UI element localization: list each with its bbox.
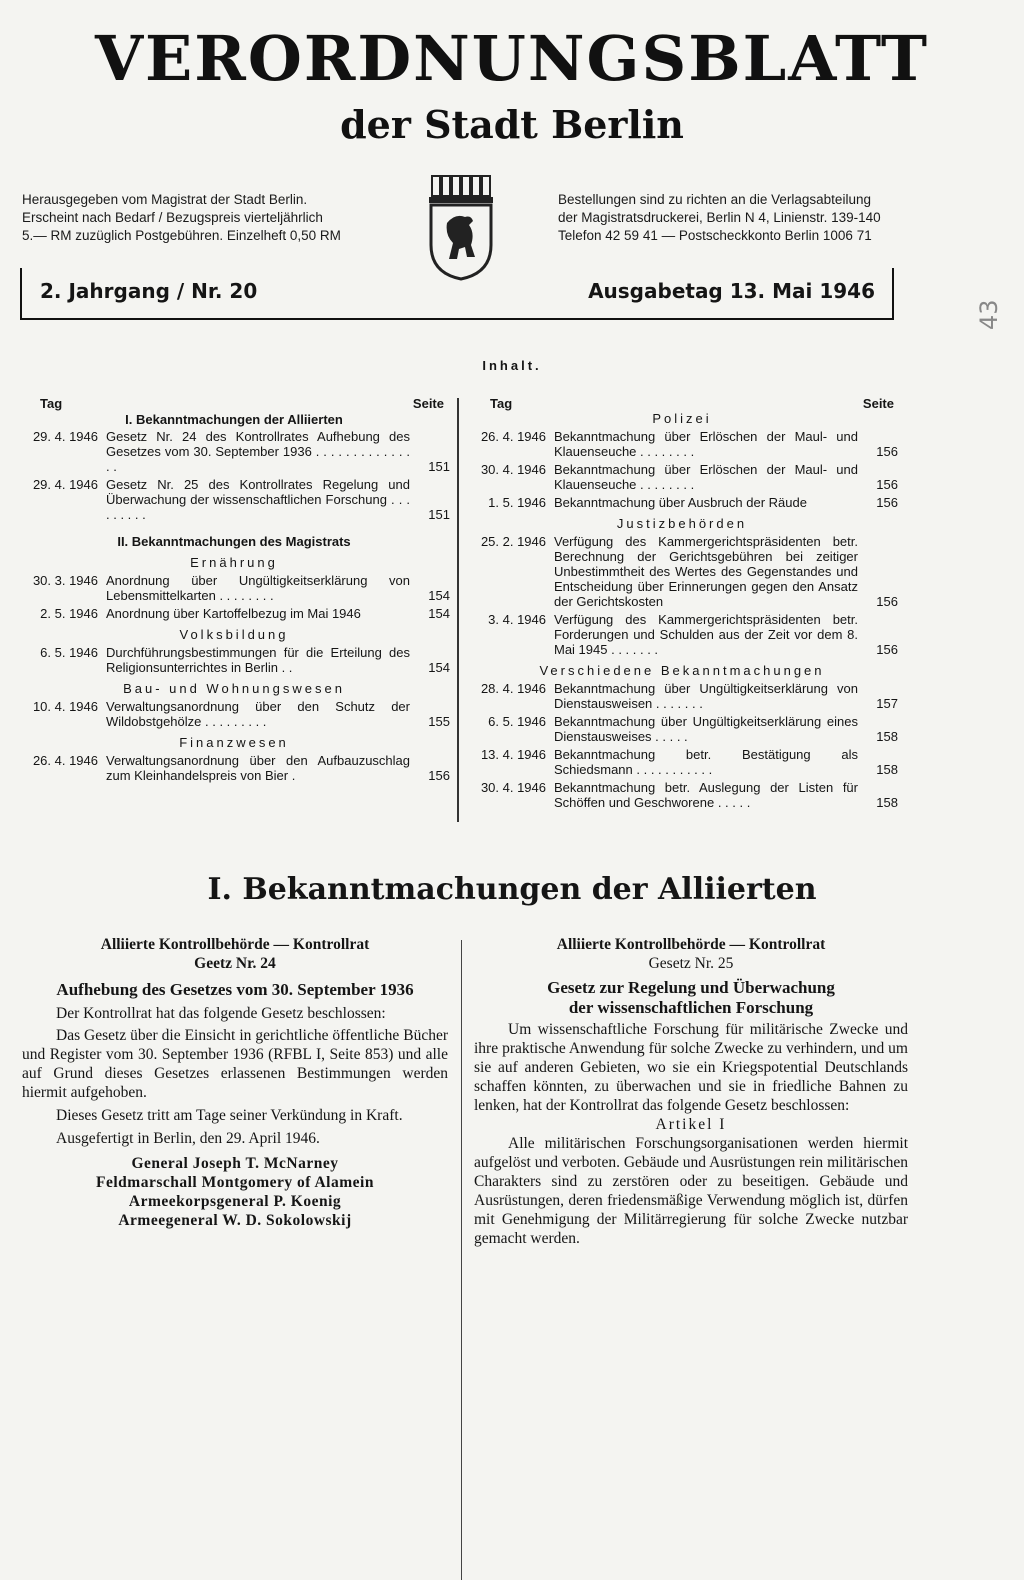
toc-entry-page: 151 bbox=[428, 507, 450, 522]
toc-entry-date: 26. 4. 1946 bbox=[480, 429, 546, 444]
toc-col-page: Seite bbox=[412, 396, 444, 411]
toc-col-page: Seite bbox=[862, 396, 894, 411]
toc-entry bbox=[18, 753, 450, 783]
toc-entry bbox=[466, 612, 898, 657]
signatory: Armeekorpsgeneral P. Koenig bbox=[128, 1193, 342, 1210]
toc-entry-date: 28. 4. 1946 bbox=[480, 681, 546, 696]
toc-title: Inhalt. bbox=[482, 358, 542, 373]
toc-entry-page: 158 bbox=[876, 729, 898, 744]
toc-column-header bbox=[466, 396, 898, 411]
toc-entry bbox=[466, 534, 898, 609]
toc-entry-page: 156 bbox=[428, 768, 450, 783]
toc-entry-page: 156 bbox=[876, 642, 898, 657]
law-article-text: Alle militärischen Forschungsorganisationen werden hiermit aufgelöst und verboten. Gebäude und Ausrüstungen rein militärischen Charakters sind zu zerstören oder zu beseitigen. Gebäude und Ausrüstungen, deren friedensmäßige Verwendung möglich ist, dürfen mit Genehmigung der Militärregierung für solche Zwecke nutzbar gemacht werden. bbox=[474, 1135, 908, 1247]
toc-entry bbox=[466, 495, 898, 510]
law-preamble: Um wissenschaftliche Forschung für militärische Zwecke und ihre praktische Anwendung für solche Zwecke zu verhindern, und um sie auf anderen Gebieten, wo sie ein Kriegspotential Deutschlands schaffen könnten, zu überwachen und sie in friedliche Bahnen zu lenken, hat der Kontrollrat das folgende Gesetz beschlossen: bbox=[474, 1021, 908, 1114]
toc-col-day: Tag bbox=[490, 396, 513, 411]
law-number: Gesetz Nr. 25 bbox=[648, 955, 734, 972]
toc-entry-date: 30. 4. 1946 bbox=[480, 780, 546, 795]
toc-subheading: Ernährung bbox=[190, 555, 278, 570]
toc-subheading: Justizbehörden bbox=[616, 516, 748, 531]
toc-entry bbox=[18, 477, 450, 522]
toc-entry-date: 25. 2. 1946 bbox=[480, 534, 546, 549]
toc-divider bbox=[457, 398, 459, 822]
order-line: Telefon 42 59 41 — Postscheckkonto Berlin 1006 71 bbox=[558, 228, 872, 243]
toc-entry-date: 30. 3. 1946 bbox=[32, 573, 98, 588]
toc-entry bbox=[466, 429, 898, 459]
toc-entry-date: 2. 5. 1946 bbox=[40, 606, 98, 621]
toc-entry-date: 6. 5. 1946 bbox=[40, 645, 98, 660]
toc-entry-text: Bekanntmachung über Erlöschen der Maul- und Klauenseuche . . . . . . . . bbox=[554, 462, 858, 492]
toc-right-column bbox=[466, 396, 898, 813]
toc-entry-page: 158 bbox=[876, 762, 898, 777]
toc-section-heading: I. Bekanntmachungen der Alliierten bbox=[125, 412, 343, 427]
toc-entry-text: Bekanntmachung über Erlöschen der Maul- und Klauenseuche . . . . . . . . bbox=[554, 429, 858, 459]
toc-subheading: Bau- und Wohnungswesen bbox=[123, 681, 345, 696]
toc-entry-date: 26. 4. 1946 bbox=[32, 753, 98, 768]
law-title: Gesetz zur Regelung und Überwachung bbox=[547, 978, 835, 997]
toc-entry-date: 30. 4. 1946 bbox=[480, 462, 546, 477]
toc-entry-text: Verwaltungsanordnung über den Aufbauzuschlag zum Kleinhandelspreis von Bier . bbox=[106, 753, 410, 783]
order-line: Bestellungen sind zu richten an die Verlagsabteilung bbox=[558, 192, 871, 207]
order-line: der Magistratsdruckerei, Berlin N 4, Linienstr. 139-140 bbox=[558, 210, 881, 225]
toc-entry-page: 155 bbox=[428, 714, 450, 729]
law-signed-place-date: Ausgefertigt in Berlin, den 29. April 1946. bbox=[56, 1130, 320, 1147]
toc-entry bbox=[18, 699, 450, 729]
toc-entry-text: Anordnung über Kartoffelbezug im Mai 1946 bbox=[106, 606, 361, 621]
order-info bbox=[558, 191, 958, 245]
signatory: Armeegeneral W. D. Sokolowskij bbox=[118, 1212, 352, 1229]
toc-entry-text: Verwaltungsanordnung über den Schutz der Wildobstgehölze . . . . . . . . . bbox=[106, 699, 410, 729]
law-25 bbox=[474, 935, 908, 1248]
law-paragraph: Dieses Gesetz tritt am Tage seiner Verkündung in Kraft. bbox=[56, 1107, 403, 1124]
toc-entry-text: Gesetz Nr. 24 des Kontrollrates Aufhebung des Gesetzes vom 30. September 1936 . . . . . . . . . . . . . . . bbox=[106, 429, 410, 474]
law-24 bbox=[22, 935, 448, 1230]
margin-handwriting: 43 bbox=[975, 299, 1003, 330]
toc-entry-page: 156 bbox=[876, 495, 898, 510]
law-number: Geetz Nr. 24 bbox=[194, 955, 276, 972]
toc-entry bbox=[18, 429, 450, 474]
toc-entry bbox=[466, 462, 898, 492]
toc-entry bbox=[466, 780, 898, 810]
law-authority: Alliierte Kontrollbehörde — Kontrollrat bbox=[556, 936, 826, 953]
column-divider bbox=[461, 940, 462, 1580]
law-paragraph: Das Gesetz über die Einsicht in gerichtliche öffentliche Bücher und Register vom 30. September 1936 (RFBL I, Seite 853) und alle auf Grund dieses Gesetzes erlassenen Bestimmungen werden hiermit aufgehoben. bbox=[22, 1027, 448, 1101]
toc-entry-text: Bekanntmachung betr. Auslegung der Listen für Schöffen und Geschworene . . . . . bbox=[554, 780, 858, 810]
issue-date: Ausgabetag 13. Mai 1946 bbox=[588, 279, 875, 303]
toc-entry bbox=[18, 573, 450, 603]
toc-entry-text: Verfügung des Kammergerichtspräsidenten betr. Forderungen und Schulden aus der Zeit vor dem 8. Mai 1945 . . . . . . . bbox=[554, 612, 858, 657]
signatory: General Joseph T. McNarney bbox=[131, 1155, 339, 1172]
toc-entry bbox=[18, 606, 450, 621]
toc-entry-date: 29. 4. 1946 bbox=[32, 429, 98, 444]
toc-entry-text: Bekanntmachung über Ungültigkeitserklärung eines Dienstausweises . . . . . bbox=[554, 714, 858, 744]
toc-entry-page: 154 bbox=[428, 588, 450, 603]
law-intro: Der Kontrollrat hat das folgende Gesetz beschlossen: bbox=[56, 1005, 386, 1022]
toc-entry-page: 154 bbox=[428, 606, 450, 621]
toc-entry bbox=[18, 645, 450, 675]
toc-entry-page: 156 bbox=[876, 477, 898, 492]
toc-entry-text: Bekanntmachung über Ausbruch der Räude bbox=[554, 495, 807, 510]
toc-entry bbox=[466, 747, 898, 777]
toc-entry bbox=[466, 714, 898, 744]
signatory: Feldmarschall Montgomery of Alamein bbox=[96, 1174, 374, 1191]
toc-subheading: Verschiedene Bekanntmachungen bbox=[539, 663, 825, 678]
section-heading: I. Bekanntmachungen der Alliierten bbox=[207, 872, 817, 907]
law-title: der wissenschaftlichen Forschung bbox=[568, 998, 814, 1017]
toc-subheading: Finanzwesen bbox=[179, 735, 289, 750]
toc-entry-page: 158 bbox=[876, 795, 898, 810]
toc-entry-text: Bekanntmachung über Ungültigkeitserklärung von Dienstausweisen . . . . . . . bbox=[554, 681, 858, 711]
toc-entry-page: 154 bbox=[428, 660, 450, 675]
toc-entry-text: Anordnung über Ungültigkeitserklärung von Lebensmittelkarten . . . . . . . . bbox=[106, 573, 410, 603]
publisher-info bbox=[22, 191, 402, 245]
toc-entry-text: Bekanntmachung betr. Bestätigung als Schiedsmann . . . . . . . . . . . bbox=[554, 747, 858, 777]
toc-entry-page: 156 bbox=[876, 594, 898, 609]
toc-subheading: Volksbildung bbox=[179, 627, 289, 642]
toc-entry-page: 151 bbox=[428, 459, 450, 474]
toc-subheading: Polizei bbox=[652, 411, 712, 426]
toc-col-day: Tag bbox=[40, 396, 63, 411]
toc-column-header bbox=[18, 396, 450, 411]
toc-entry-date: 13. 4. 1946 bbox=[480, 747, 546, 762]
law-authority: Alliierte Kontrollbehörde — Kontrollrat bbox=[100, 936, 370, 953]
law-article-heading: Artikel I bbox=[655, 1116, 727, 1133]
masthead-subtitle: der Stadt Berlin bbox=[340, 102, 684, 147]
publisher-line: Erscheint nach Bedarf / Bezugspreis vierteljährlich bbox=[22, 210, 323, 225]
toc-entry-date: 1. 5. 1946 bbox=[488, 495, 546, 510]
law-title: Aufhebung des Gesetzes vom 30. September 1936 bbox=[56, 980, 414, 999]
toc-entry-text: Verfügung des Kammergerichtspräsidenten betr. Berechnung der Gerichtsgebühren bei zeitiger Unbestimmtheit des Wertes des Gegenstandes und Entscheidung über Erinnerungen gegen den Ansatz der Gerichtskosten bbox=[554, 534, 858, 609]
masthead-title: VERORDNUNGSBLATT bbox=[94, 22, 930, 95]
issue-number: 2. Jahrgang / Nr. 20 bbox=[40, 279, 258, 303]
publisher-line: Herausgegeben vom Magistrat der Stadt Berlin. bbox=[22, 192, 308, 207]
toc-entry-page: 156 bbox=[876, 444, 898, 459]
toc-entry-date: 29. 4. 1946 bbox=[32, 477, 98, 492]
toc-entry-date: 10. 4. 1946 bbox=[32, 699, 98, 714]
publisher-line: 5.— RM zuzüglich Postgebühren. Einzelheft 0,50 RM bbox=[22, 228, 341, 243]
toc-entry-page: 157 bbox=[876, 696, 898, 711]
toc-entry bbox=[466, 681, 898, 711]
toc-entry-date: 3. 4. 1946 bbox=[488, 612, 546, 627]
toc-entry-text: Gesetz Nr. 25 des Kontrollrates Regelung und Überwachung der wissenschaftlichen Forschung . . . . . . . . . bbox=[106, 477, 410, 522]
toc-entry-date: 6. 5. 1946 bbox=[488, 714, 546, 729]
toc-entry-text: Durchführungsbestimmungen für die Erteilung des Religionsunterrichtes in Berlin . . bbox=[106, 645, 410, 675]
toc-section-heading: II. Bekanntmachungen des Magistrats bbox=[117, 534, 351, 549]
toc-left-column bbox=[18, 396, 450, 786]
berlin-bear-crest-icon bbox=[425, 173, 497, 281]
